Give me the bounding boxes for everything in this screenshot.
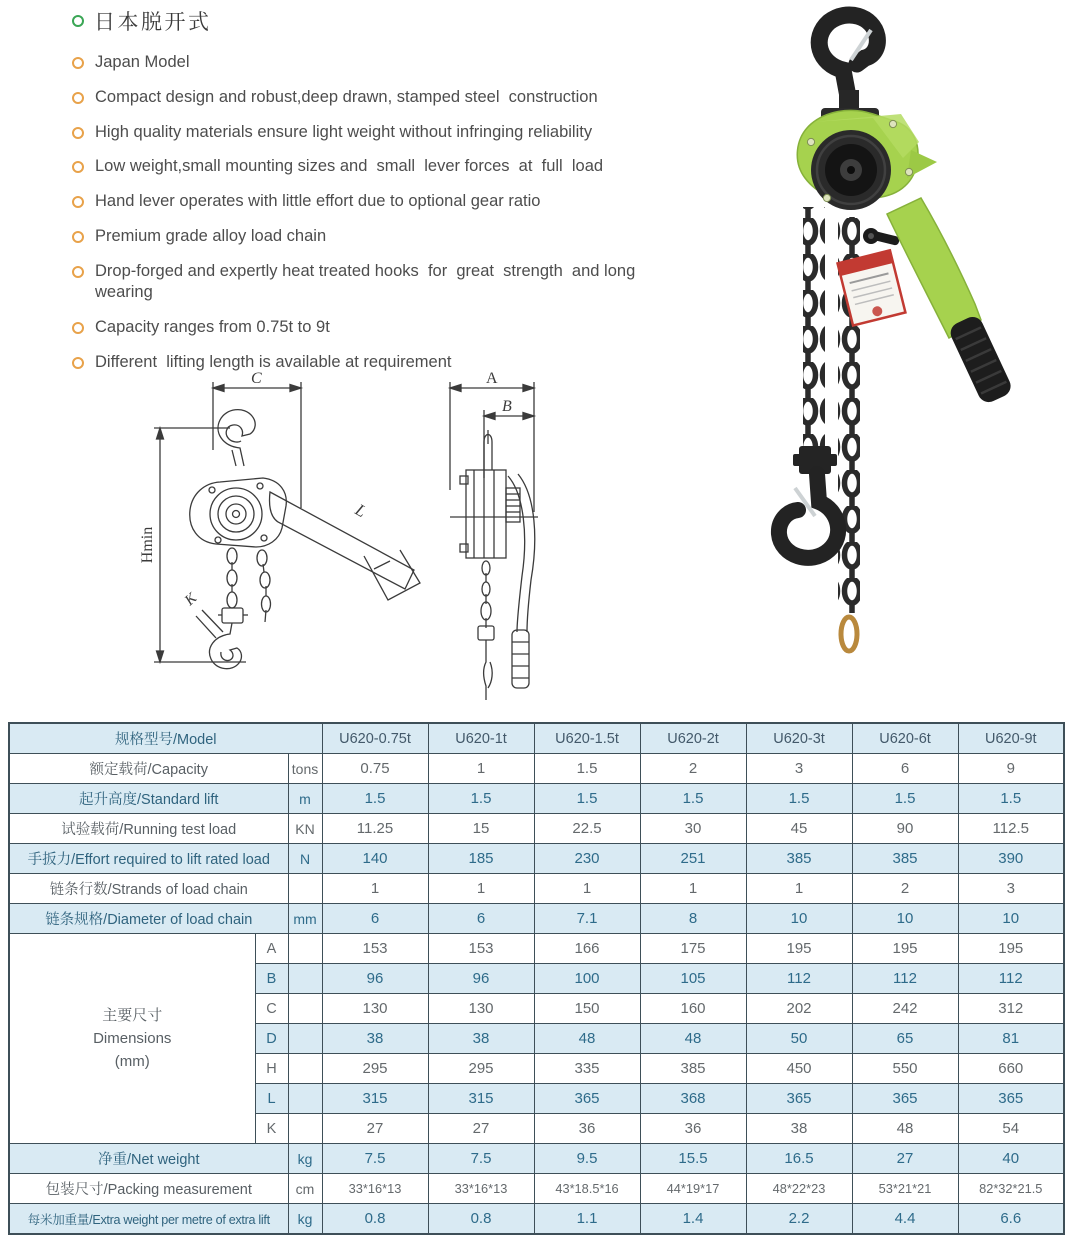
value-cell: 8 bbox=[640, 904, 746, 934]
feature-list bbox=[72, 6, 672, 387]
unit-cell bbox=[288, 994, 322, 1024]
value-cell: 140 bbox=[322, 844, 428, 874]
hub-bolt bbox=[847, 166, 855, 174]
bullet-icon bbox=[72, 127, 84, 139]
connector-tab bbox=[793, 454, 803, 466]
spec-row bbox=[9, 874, 1064, 904]
unit-cell bbox=[288, 1054, 322, 1084]
feature-text: Different lifting length is available at requirement bbox=[95, 352, 452, 371]
value-cell: 1 bbox=[640, 874, 746, 904]
bullet-icon bbox=[72, 92, 84, 104]
value-cell: 105 bbox=[640, 964, 746, 994]
value-cell: 36 bbox=[534, 1114, 640, 1144]
spec-row bbox=[9, 754, 1064, 784]
page-title-text: 日本脱开式 bbox=[94, 11, 212, 34]
unit-cell bbox=[288, 1084, 322, 1114]
value-cell: 7.5 bbox=[322, 1144, 428, 1174]
bullet-icon bbox=[72, 15, 84, 27]
value-cell: 81 bbox=[958, 1024, 1064, 1054]
value-cell: 6 bbox=[428, 904, 534, 934]
unit-cell: KN bbox=[288, 814, 322, 844]
model-row bbox=[9, 723, 1064, 754]
model-cell: U620-2t bbox=[640, 723, 746, 754]
value-cell: 1 bbox=[428, 874, 534, 904]
value-cell: 1.1 bbox=[534, 1204, 640, 1235]
value-cell: 33*16*13 bbox=[428, 1174, 534, 1204]
dim-label-c: C bbox=[251, 370, 262, 387]
value-cell: 660 bbox=[958, 1054, 1064, 1084]
value-cell: 385 bbox=[852, 844, 958, 874]
spec-table-body bbox=[9, 723, 1064, 1234]
dimensions-label-line: Dimensions bbox=[93, 1029, 172, 1047]
value-cell: 390 bbox=[958, 844, 1064, 874]
feature-item bbox=[72, 122, 672, 144]
feature-item bbox=[72, 87, 672, 109]
value-cell: 312 bbox=[958, 994, 1064, 1024]
value-cell: 16.5 bbox=[746, 1144, 852, 1174]
dim-label-k: K bbox=[181, 590, 201, 609]
value-cell: 43*18.5*16 bbox=[534, 1174, 640, 1204]
value-cell: 315 bbox=[322, 1084, 428, 1114]
value-cell: 130 bbox=[428, 994, 534, 1024]
value-cell: 10 bbox=[746, 904, 852, 934]
model-row-label: 规格型号/Model bbox=[9, 723, 322, 754]
value-cell: 9 bbox=[958, 754, 1064, 784]
value-cell: 0.75 bbox=[322, 754, 428, 784]
value-cell: 1 bbox=[322, 874, 428, 904]
bullet-icon bbox=[72, 57, 84, 69]
feature-item bbox=[72, 226, 672, 248]
dimension-letter: C bbox=[255, 994, 288, 1024]
bolt bbox=[889, 120, 896, 127]
value-cell: 153 bbox=[322, 934, 428, 964]
model-cell: U620-1.5t bbox=[534, 723, 640, 754]
value-cell: 10 bbox=[958, 904, 1064, 934]
top-hook bbox=[819, 15, 877, 102]
unit-cell: mm bbox=[288, 904, 322, 934]
value-cell: 295 bbox=[428, 1054, 534, 1084]
value-cell: 6 bbox=[852, 754, 958, 784]
value-cell: 550 bbox=[852, 1054, 958, 1084]
value-cell: 10 bbox=[852, 904, 958, 934]
unit-cell: m bbox=[288, 784, 322, 814]
feature-item bbox=[72, 156, 672, 178]
value-cell: 160 bbox=[640, 994, 746, 1024]
feature-text: Premium grade alloy load chain bbox=[95, 226, 327, 245]
value-cell: 7.5 bbox=[428, 1144, 534, 1174]
value-cell: 54 bbox=[958, 1114, 1064, 1144]
value-cell: 112 bbox=[852, 964, 958, 994]
value-cell: 1.4 bbox=[640, 1204, 746, 1235]
dimension-letter: K bbox=[255, 1114, 288, 1144]
unit-cell bbox=[288, 874, 322, 904]
value-cell: 3 bbox=[746, 754, 852, 784]
feature-text: Hand lever operates with little effort due to optional gear ratio bbox=[95, 192, 541, 211]
unit-cell: kg bbox=[288, 1144, 322, 1174]
feature-text: High quality materials ensure light weight without infringing reliability bbox=[95, 122, 593, 141]
value-cell: 48 bbox=[640, 1024, 746, 1054]
spec-row-label: 链条行数/Strands of load chain bbox=[9, 874, 288, 904]
spec-row bbox=[9, 784, 1064, 814]
value-cell: 27 bbox=[428, 1114, 534, 1144]
value-cell: 230 bbox=[534, 844, 640, 874]
load-chain-left bbox=[803, 207, 825, 455]
value-cell: 2 bbox=[852, 874, 958, 904]
value-cell: 195 bbox=[746, 934, 852, 964]
spec-row-label: 每米加重量/Extra weight per metre of extra lift bbox=[9, 1204, 288, 1235]
value-cell: 1.5 bbox=[428, 784, 534, 814]
dimension-letter: B bbox=[255, 964, 288, 994]
value-cell: 1.5 bbox=[534, 784, 640, 814]
model-cell: U620-0.75t bbox=[322, 723, 428, 754]
value-cell: 335 bbox=[534, 1054, 640, 1084]
feature-item bbox=[72, 52, 672, 74]
value-cell: 130 bbox=[322, 994, 428, 1024]
model-cell: U620-6t bbox=[852, 723, 958, 754]
spec-row-label: 手扳力/Effort required to lift rated load bbox=[9, 844, 288, 874]
spec-table bbox=[8, 722, 1065, 1235]
bolt bbox=[905, 168, 912, 175]
value-cell: 48 bbox=[852, 1114, 958, 1144]
value-cell: 112 bbox=[958, 964, 1064, 994]
dimension-row bbox=[9, 934, 1064, 964]
value-cell: 1.5 bbox=[640, 784, 746, 814]
value-cell: 150 bbox=[534, 994, 640, 1024]
value-cell: 6.6 bbox=[958, 1204, 1064, 1235]
model-cell: U620-9t bbox=[958, 723, 1064, 754]
model-cell: U620-1t bbox=[428, 723, 534, 754]
value-cell: 112.5 bbox=[958, 814, 1064, 844]
value-cell: 27 bbox=[322, 1114, 428, 1144]
dimension-letter: D bbox=[255, 1024, 288, 1054]
unit-cell bbox=[288, 934, 322, 964]
dimension-letter: A bbox=[255, 934, 288, 964]
lever-grip bbox=[947, 313, 1014, 405]
value-cell: 96 bbox=[428, 964, 534, 994]
value-cell: 4.4 bbox=[852, 1204, 958, 1235]
value-cell: 1 bbox=[534, 874, 640, 904]
value-cell: 48 bbox=[534, 1024, 640, 1054]
spec-row bbox=[9, 1204, 1064, 1235]
bullet-icon bbox=[72, 196, 84, 208]
value-cell: 100 bbox=[534, 964, 640, 994]
value-cell: 315 bbox=[428, 1084, 534, 1114]
dim-label-a: A bbox=[486, 370, 498, 387]
spec-row bbox=[9, 844, 1064, 874]
value-cell: 96 bbox=[322, 964, 428, 994]
spec-row-label: 试验载荷/Running test load bbox=[9, 814, 288, 844]
spec-row bbox=[9, 904, 1064, 934]
value-cell: 365 bbox=[852, 1084, 958, 1114]
value-cell: 82*32*21.5 bbox=[958, 1174, 1064, 1204]
spec-row-label: 净重/Net weight bbox=[9, 1144, 288, 1174]
unit-cell: kg bbox=[288, 1204, 322, 1235]
value-cell: 295 bbox=[322, 1054, 428, 1084]
dim-label-hmin: Hmin bbox=[139, 526, 156, 564]
bullet-icon bbox=[72, 322, 84, 334]
value-cell: 36 bbox=[640, 1114, 746, 1144]
value-cell: 166 bbox=[534, 934, 640, 964]
spec-row bbox=[9, 1144, 1064, 1174]
value-cell: 195 bbox=[958, 934, 1064, 964]
value-cell: 15 bbox=[428, 814, 534, 844]
dimensions-label-line: 主要尺寸 bbox=[102, 1006, 163, 1024]
feature-item bbox=[72, 191, 672, 213]
value-cell: 1.5 bbox=[534, 754, 640, 784]
lever-arm bbox=[887, 198, 981, 338]
chain-end-link bbox=[841, 617, 857, 651]
value-cell: 251 bbox=[640, 844, 746, 874]
value-cell: 1 bbox=[746, 874, 852, 904]
value-cell: 185 bbox=[428, 844, 534, 874]
value-cell: 2.2 bbox=[746, 1204, 852, 1235]
dim-label-l: L bbox=[352, 500, 370, 522]
value-cell: 202 bbox=[746, 994, 852, 1024]
value-cell: 2 bbox=[640, 754, 746, 784]
value-cell: 0.8 bbox=[322, 1204, 428, 1235]
value-cell: 65 bbox=[852, 1024, 958, 1054]
spec-row bbox=[9, 814, 1064, 844]
value-cell: 45 bbox=[746, 814, 852, 844]
value-cell: 195 bbox=[852, 934, 958, 964]
value-cell: 1.5 bbox=[958, 784, 1064, 814]
feature-item bbox=[72, 317, 672, 339]
dimension-letter: H bbox=[255, 1054, 288, 1084]
unit-cell bbox=[288, 964, 322, 994]
value-cell: 38 bbox=[746, 1114, 852, 1144]
spec-row-label: 包装尺寸/Packing measurement bbox=[9, 1174, 288, 1204]
unit-cell: cm bbox=[288, 1174, 322, 1204]
feature-text: Capacity ranges from 0.75t to 9t bbox=[95, 318, 330, 337]
value-cell: 242 bbox=[852, 994, 958, 1024]
value-cell: 40 bbox=[958, 1144, 1064, 1174]
dim-label-b: B bbox=[502, 398, 512, 415]
value-cell: 38 bbox=[428, 1024, 534, 1054]
page-title bbox=[72, 6, 672, 36]
value-cell: 11.25 bbox=[322, 814, 428, 844]
bullet-icon bbox=[72, 231, 84, 243]
dimension-drawings bbox=[128, 370, 688, 705]
value-cell: 6 bbox=[322, 904, 428, 934]
value-cell: 9.5 bbox=[534, 1144, 640, 1174]
value-cell: 33*16*13 bbox=[322, 1174, 428, 1204]
value-cell: 1.5 bbox=[322, 784, 428, 814]
dimension-letter: L bbox=[255, 1084, 288, 1114]
unit-cell: N bbox=[288, 844, 322, 874]
value-cell: 3 bbox=[958, 874, 1064, 904]
dimensions-label-line: (mm) bbox=[114, 1053, 150, 1071]
value-cell: 175 bbox=[640, 934, 746, 964]
spec-row-label: 起升高度/Standard lift bbox=[9, 784, 288, 814]
value-cell: 48*22*23 bbox=[746, 1174, 852, 1204]
unit-cell: tons bbox=[288, 754, 322, 784]
value-cell: 53*21*21 bbox=[852, 1174, 958, 1204]
spec-row bbox=[9, 1174, 1064, 1204]
model-cell: U620-3t bbox=[746, 723, 852, 754]
value-cell: 27 bbox=[852, 1144, 958, 1174]
feature-text: Drop-forged and expertly heat treated hooks for great strength and long wearing bbox=[95, 261, 640, 302]
feature-item bbox=[72, 261, 672, 305]
product-photo bbox=[753, 2, 1065, 707]
dimensions-label bbox=[9, 934, 255, 1144]
unit-cell bbox=[288, 1114, 322, 1144]
value-cell: 90 bbox=[852, 814, 958, 844]
value-cell: 1.5 bbox=[852, 784, 958, 814]
value-cell: 7.1 bbox=[534, 904, 640, 934]
value-cell: 30 bbox=[640, 814, 746, 844]
value-cell: 1 bbox=[428, 754, 534, 784]
value-cell: 385 bbox=[746, 844, 852, 874]
value-cell: 368 bbox=[640, 1084, 746, 1114]
bolt bbox=[823, 194, 830, 201]
bolt bbox=[807, 138, 814, 145]
value-cell: 385 bbox=[640, 1054, 746, 1084]
value-cell: 50 bbox=[746, 1024, 852, 1054]
value-cell: 1.5 bbox=[746, 784, 852, 814]
value-cell: 0.8 bbox=[428, 1204, 534, 1235]
value-cell: 38 bbox=[322, 1024, 428, 1054]
value-cell: 365 bbox=[534, 1084, 640, 1114]
bottom-hook bbox=[779, 474, 838, 558]
spec-row-label: 额定载荷/Capacity bbox=[9, 754, 288, 784]
bullet-icon bbox=[72, 161, 84, 173]
selector-pin bbox=[868, 233, 874, 239]
bullet-icon bbox=[72, 357, 84, 369]
value-cell: 15.5 bbox=[640, 1144, 746, 1174]
value-cell: 365 bbox=[958, 1084, 1064, 1114]
feature-text: Japan Model bbox=[95, 53, 190, 71]
value-cell: 44*19*17 bbox=[640, 1174, 746, 1204]
value-cell: 365 bbox=[746, 1084, 852, 1114]
value-cell: 112 bbox=[746, 964, 852, 994]
value-cell: 153 bbox=[428, 934, 534, 964]
feature-text: Low weight,small mounting sizes and small lever forces at full load bbox=[95, 157, 604, 176]
bullet-icon bbox=[72, 266, 84, 278]
unit-cell bbox=[288, 1024, 322, 1054]
spec-row-label: 链条规格/Diameter of load chain bbox=[9, 904, 288, 934]
value-cell: 450 bbox=[746, 1054, 852, 1084]
feature-text: Compact design and robust,deep drawn, stamped steel construction bbox=[95, 87, 598, 106]
value-cell: 22.5 bbox=[534, 814, 640, 844]
connector-tab bbox=[827, 454, 837, 466]
